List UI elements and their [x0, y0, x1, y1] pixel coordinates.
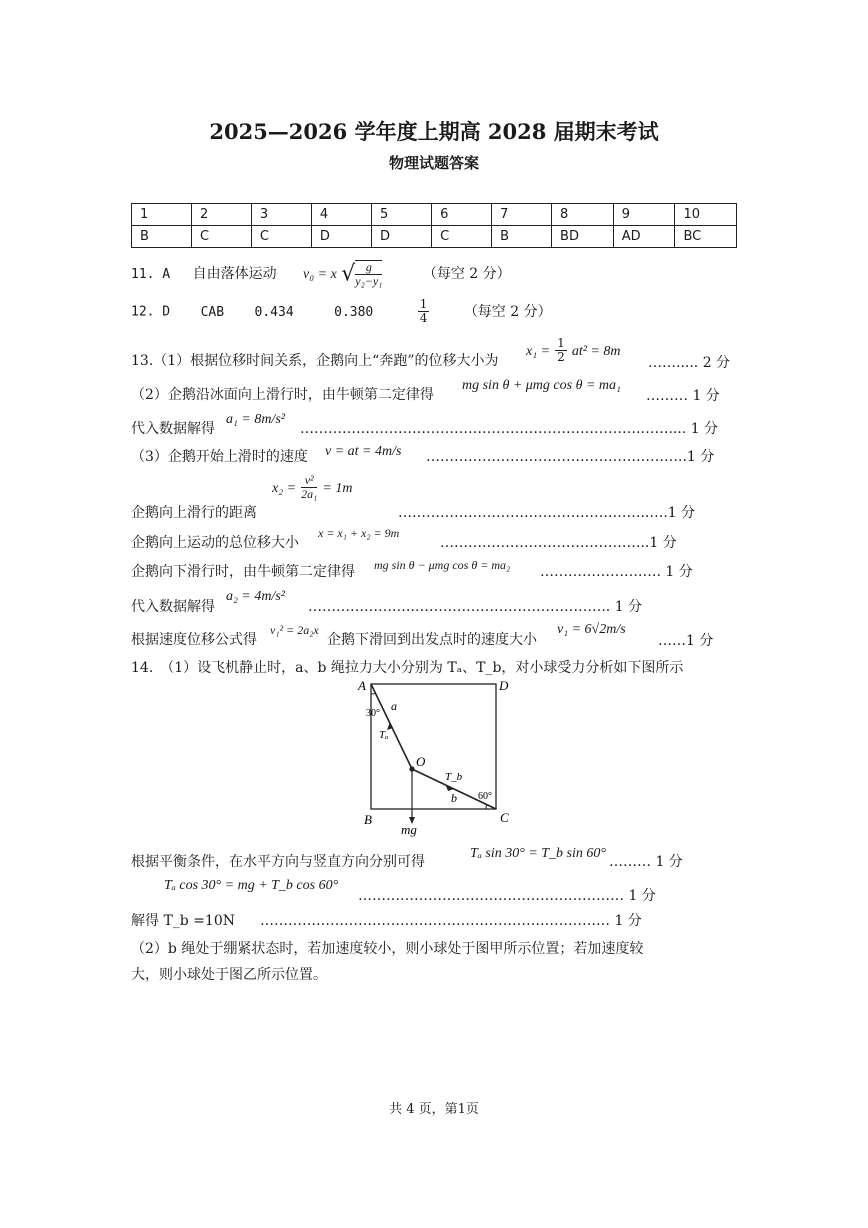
q13-formula-8: a₂ = 4m/s² [226, 589, 285, 604]
q11-line [131, 260, 511, 288]
table-cell: B [132, 226, 192, 248]
angle-arc-30 [371, 693, 376, 694]
q14-text-1: 14. （1）设飞机静止时，a、b 绳拉力大小分别为 Tₐ、T_b，对小球受力分析如下图所示 [131, 660, 684, 676]
frac-v2-2a1 [301, 474, 317, 501]
table-cell: 9 [613, 204, 675, 226]
q11-text: 自由落体运动 [192, 266, 277, 283]
label-a-vertex: A [358, 678, 366, 693]
q14-score-3: ………………………………………………… 1 分 [358, 888, 656, 904]
sqrt-sign: √ [341, 261, 356, 287]
q13-text-1: 13.（1）根据位移时间关系，企鹅向上“奔跑”的位移大小为 [131, 353, 499, 369]
label-rope-b: b [451, 791, 457, 805]
label-o: O [416, 754, 426, 769]
q13-text-5: 企鹅向上滑行的距离 [131, 505, 257, 521]
q13-score-6: ……….……………………………..1 分 [440, 535, 677, 551]
q11-frac-num: g [355, 261, 382, 275]
table-cell: C [251, 226, 311, 248]
table-cell: 4 [311, 204, 371, 226]
page-subtitle: 物理试题答案 [388, 154, 479, 172]
q12-frac-num: 1 [419, 297, 428, 311]
q13-text-2: （2）企鹅沿冰面向上滑行时，由牛顿第二定律得 [131, 387, 434, 403]
q13-text-4: （3）企鹅开始上滑时的速度 [131, 449, 308, 465]
formula-part: = 1m [322, 481, 353, 497]
q11-label: 11. A [131, 267, 171, 283]
q12-label: 12. D [131, 304, 171, 320]
table-cell: C [432, 226, 492, 248]
table-row-numbers [132, 204, 737, 226]
table-cell: BD [552, 226, 614, 248]
table-cell: 6 [432, 204, 492, 226]
table-cell: 5 [372, 204, 432, 226]
frac-den: 2 [557, 350, 565, 365]
table-cell: 7 [492, 204, 552, 226]
q12-answer-3: 0.434 [254, 304, 294, 320]
q11-score: （每空 2 分） [422, 266, 511, 283]
q13-text-8: 代入数据解得 [131, 599, 215, 615]
force-diagram [350, 672, 520, 842]
table-cell: D [372, 226, 432, 248]
q14-formula-3: Tₐ cos 30° = mg + T_b cos 60° [164, 878, 339, 893]
q13-line-1 [131, 350, 499, 370]
table-cell: B [492, 226, 552, 248]
q13-score-5: ……………………………………….……..….1 分 [398, 505, 696, 521]
q11-frac-den: y₂−y₁ [355, 274, 383, 289]
label-rope-a: a [391, 699, 397, 713]
formula-part: x₂ = [272, 481, 297, 497]
q14-formula-2: Tₐ sin 30° = T_b sin 60° [470, 846, 606, 861]
q13-score-2: ……… 1 分 [646, 388, 720, 404]
q12-fraction [418, 298, 430, 325]
q13-formula-9b: v₁ = 6√2m/s [557, 622, 626, 637]
q13-score-1: ……..... 2 分 [648, 355, 731, 371]
q13-text-6: 企鹅向上运动的总位移大小 [131, 535, 299, 551]
q13-score-4: ………………………………………………..1 分 [426, 449, 715, 465]
table-cell: AD [613, 226, 675, 248]
q12-answer-2: CAB [200, 304, 225, 320]
q13-formula-7: mg sin θ − μmg cos θ = ma₂ [374, 558, 511, 572]
table-row-answers [132, 226, 737, 248]
table-cell: 1 [132, 204, 192, 226]
q13-formula-3: a₁ = 8m/s² [226, 412, 285, 427]
page-footer: 共 4 页，第1页 [389, 1102, 479, 1117]
frac-num: v² [301, 474, 317, 488]
formula-part: at² = 8m [571, 344, 621, 360]
table-cell: 2 [191, 204, 251, 226]
q11-formula: v₀ = x [303, 267, 337, 283]
frac-num: 1 [557, 336, 565, 350]
q14-score-2: ……… 1 分 [609, 854, 683, 870]
q13-formula-6: x = x₁ + x₂ = 9m [318, 526, 400, 540]
answer-table [131, 203, 737, 248]
q14-text-5: （2）b 绳处于绷紧状态时，若加速度较小，则小球处于图甲所示位置；若加速度较 [131, 941, 644, 957]
q13-text-7: 企鹅向下滑行时，由牛顿第二定律得 [131, 564, 355, 580]
ball-o [409, 766, 414, 771]
q14-text-2: 根据平衡条件，在水平方向与竖直方向分别可得 [131, 854, 425, 870]
frac-den: 2a₁ [301, 487, 318, 502]
q12-line [131, 298, 552, 325]
label-mg: mg [401, 822, 417, 837]
q14-text-4: 解得 T_b =10N [131, 913, 235, 929]
label-c-vertex: C [500, 810, 509, 825]
q13-formula-5 [272, 474, 352, 501]
table-cell: 8 [552, 204, 614, 226]
q13-formula-2: mg sin θ + μmg cos θ = ma₁ [462, 378, 621, 393]
q13-formula-1 [526, 337, 621, 364]
label-b-vertex: B [364, 812, 372, 827]
q13-text-9: 根据速度位移公式得 [131, 632, 257, 648]
q13-score-8: ……………….….……….………………………….. 1 分 [308, 599, 643, 615]
table-cell: C [191, 226, 251, 248]
label-d-vertex: D [499, 678, 509, 693]
frac-half [555, 337, 567, 364]
angle-arc-60 [486, 804, 487, 809]
q13-score-7: ………………….…. 1 分 [540, 564, 693, 580]
q13-score-3: ……………………………………………………………….…….... 1 分 [300, 421, 719, 437]
q12-frac-den: 4 [419, 311, 428, 326]
q11-fraction [355, 260, 382, 288]
q14-text-6: 大，则小球处于图乙所示位置。 [131, 967, 327, 983]
page-title: 2025—2026 学年度上期高 2028 届期末考试 [209, 119, 659, 144]
q13-text-9b: 企鹅下滑回到出发点时的速度大小 [327, 632, 537, 648]
q13-text-3: 代入数据解得 [131, 421, 215, 437]
formula-part: x₁ = [526, 344, 551, 360]
table-cell: 10 [675, 204, 737, 226]
label-ta: Tₐ [379, 729, 389, 741]
q13-score-9: ……1 分 [658, 633, 714, 649]
q13-formula-4: v = at = 4m/s [325, 444, 402, 459]
label-angle-30: 30° [366, 708, 380, 719]
q13-formula-9: v₁² = 2a₂x [270, 623, 319, 637]
label-tb: T_b [445, 771, 463, 783]
q12-score: （每空 2 分） [463, 303, 552, 320]
q14-score-4: ………………………………………………………………… 1 分 [260, 913, 642, 929]
q12-answer-4: 0.380 [334, 304, 374, 320]
label-angle-60: 60° [478, 791, 492, 802]
table-cell: 3 [251, 204, 311, 226]
table-cell: D [311, 226, 371, 248]
table-cell: BC [675, 226, 737, 248]
